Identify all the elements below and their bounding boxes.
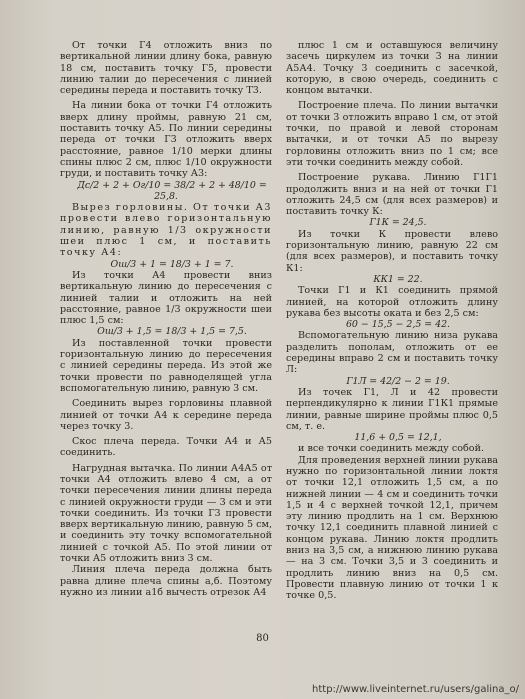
paragraph: Построение рукава. Линию Г1Г1 продолжить вниз и на ней от точки Г1 отложить 24,5 см (для всех размеров) и поставить точку К: (286, 172, 498, 218)
paragraph: и все точки соединить между собой. (298, 443, 485, 455)
formula: 60 − 15,5 − 2,5 = 42. (345, 319, 451, 331)
formula: Г1Л = 42/2 − 2 = 19. (346, 375, 450, 387)
paragraph: Нагрудная вытачка. По линии А4А5 от точки А4 отложить влево 4 см, а от точки пересечения линии длины переда с линией окружности груди — 3 см и эти точки соединить. Из точки Г3 провести вверх вертикальную линию, равную 5 см, и соединить эту точку вспомогательной линией с точкой А5. По этой линии от точки А5 отложить вниз 3 см. (60, 462, 272, 565)
paragraph: плюс 1 см и оставшуюся величину засечь циркулем из точки 3 на линии А5А4. Точку 3 соединить с засечкой, которую, в свою очередь, соединить с концом вытачки. (286, 40, 498, 97)
paragraph: Скос плеча переда. Точки А4 и А5 соединить. (60, 436, 272, 459)
paragraph: Построение плеча. По линии вытачки от точки 3 отложить вправо 1 см, от этой точки, по правой и левой сторонам вытачки, и от точки А5 по вырезу горловины отложить вниз по 1 см; все эти точки соединить между собой. (286, 100, 498, 168)
paragraph: Линия плеча переда должна быть равна длине плеча спины а,б. Поэтому нужно из линии а1б вычесть отрезок А4 (60, 564, 272, 598)
paragraph: Из поставленной точки провести горизонтальную линию до пересечения с линией середины переда. Из этой же точки провести по равноделящей угла вспомогательную линию, равную 3 см. (60, 337, 272, 394)
paragraph: Вспомогательную линию низа рукава разделить пополам, отложить от ее середины вправо 2 см и поставить точку Л: (286, 330, 498, 376)
formula: Г1К = 24,5. (369, 217, 427, 229)
paragraph: На линии бока от точки Г4 отложить вверх длину проймы, равную 21 см, поставить точку А5. По линии середины переда от точки Г3 отложить вверх расстояние, равное 1/10 мерки длины спины плюс 2 см, плюс 1/10 окружности груди, и поставить точку А3: (60, 100, 272, 180)
paragraph: Для проведения верхней линии рукава нужно по горизонтальной линии локтя от точки 12,1 отложить 1,5 см, а по нижней линии — 4 см и соединить точки 1,5 и 4 с верхней точкой 12,1, причем эту линию продлить на 1 см. Верхнюю точку 12,1 соединить плавной линией с концом рукава. Линию локтя продлить вниз на 3,5 см, а нижнюю линию рукава — на 3 см. Точки 3,5 и 3 соединить и продлить линию вниз на 0,5 см. Провести плавную линию от точки 1 к точке 0,5. (286, 454, 498, 602)
formula: Ош/3 + 1,5 = 18/3 + 1,5 = 7,5. (97, 326, 247, 338)
paragraph: Вырез горловины. От точки А3 провести влево горизонтальную линию, равную 1/3 окружности шеи плюс 1 см, и поставить точку А4: (60, 202, 272, 259)
paragraph: Точки Г1 и К1 соединить прямой линией, на которой отложить длину рукава без высоты оката и без 2,5 см: (286, 285, 498, 319)
right-column (286, 40, 498, 602)
source-url[interactable]: http://www.liveinternet.ru/users/galina_o/ (312, 684, 519, 695)
paragraph: Из точки К провести влево горизонтальную линию, равную 22 см (для всех размеров), и поставить точку К1: (286, 228, 498, 274)
paragraph: От точки Г4 отложить вниз по вертикальной линии длину бока, равную 18 см, поставить точку Г5, провести линию талии до пересечения с линией середины переда и поставить точку Т3. (60, 40, 272, 97)
paragraph: Соединить вырез горловины плавной линией от точки А4 к середине переда через точку 3. (60, 398, 272, 432)
paragraph: Из точки А4 провести вниз вертикальную линию до пересечения с линией талии и отложить на ней расстояние, равное 1/3 окружности шеи плюс 1,5 см: (60, 269, 272, 327)
formula: Ош/3 + 1 = 18/3 + 1 = 7. (110, 258, 234, 270)
left-column (60, 40, 272, 598)
formula: КК1 = 22. (373, 273, 423, 285)
page-number: 80 (256, 633, 269, 644)
formula: Дс/2 + 2 + Ог/10 = 38/2 + 2 + 48/10 = 25,8. (77, 179, 267, 202)
paragraph: Из точек Г1, Л и 42 провести перпендикулярно к линии Г1К1 прямые линии, равные ширине проймы плюс 0,5 см, т. е. (286, 386, 498, 432)
formula: 11,6 + 0,5 = 12,1, (354, 432, 442, 444)
